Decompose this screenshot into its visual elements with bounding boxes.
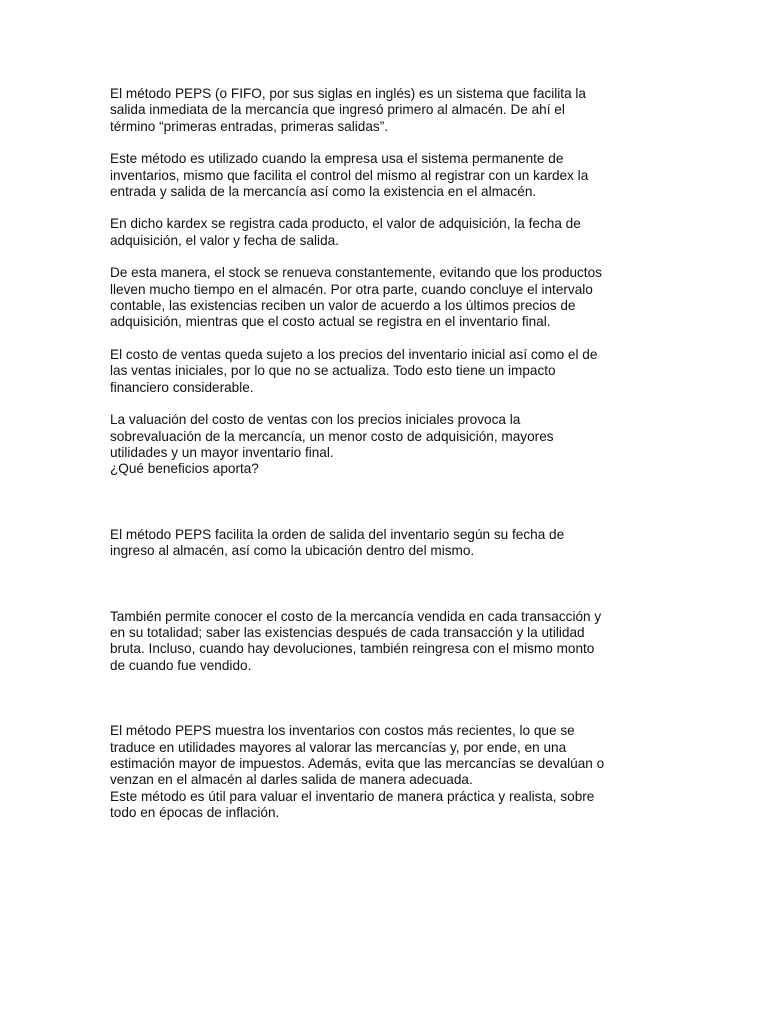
paragraph-cost-of-sales: El costo de ventas queda sujeto a los precios del inventario inicial así como el de las ventas iniciales, por lo que no se actualiza. Todo esto tiene un impacto financiero considerable. (110, 346, 598, 395)
paragraph-usage: Este método es utilizado cuando la empresa usa el sistema permanente de inventarios, mismo que facilita el control del mismo al registrar con un kardex la entrada y salida de la mercancía así como la existencia en el almacén. (110, 151, 589, 200)
paragraph-kardex: En dicho kardex se registra cada producto, el valor de adquisición, la fecha de adquisición, el valor y fecha de salida. (110, 216, 581, 248)
document-page (110, 86, 650, 822)
paragraph-stock: De esta manera, el stock se renueva constantemente, evitando que los productos lleven mucho tiempo en el almacén. Por otra parte, cuando concluye el intervalo contable, las existencias reciben un valor de acuerdo a los últimos precios de adquisición, mientras que el costo actual se registra en el inventario final. (110, 265, 602, 330)
paragraph-benefit-inventory: El método PEPS muestra los inventarios con costos más recientes, lo que se traduce en utilidades mayores al valorar las mercancías y, por ende, en una estimación mayor de impuestos. Además, evita que las mercancías se devalúan o venzan en el almacén al darles salida de manera adecuada. Este método es útil para valuar el inventario de manera práctica y realista, sobre todo en épocas de inflación. (110, 723, 605, 821)
paragraph-intro: El método PEPS (o FIFO, por sus siglas en inglés) es un sistema que facilita la salida inmediata de la mercancía que ingresó primero al almacén. De ahí el término “primeras entradas, primeras salidas”. (110, 86, 586, 134)
paragraph-valuation: La valuación del costo de ventas con los precios iniciales provoca la sobrevaluación de la mercancía, un menor costo de adquisición, mayores utilidades y un mayor inventario final. ¿Qué beneficios aporta? (110, 412, 554, 477)
paragraph-benefit-order: El método PEPS facilita la orden de salida del inventario según su fecha de ingreso al almacén, así como la ubicación dentro del mismo. (110, 526, 565, 559)
paragraph-benefit-cost: También permite conocer el costo de la mercancía vendida en cada transacción y en su totalidad; saber las existencias después de cada transacción y la utilidad bruta. Incluso, cuando hay devoluciones, también reingresa con el mismo monto de cuando fue vendido. (110, 608, 602, 673)
